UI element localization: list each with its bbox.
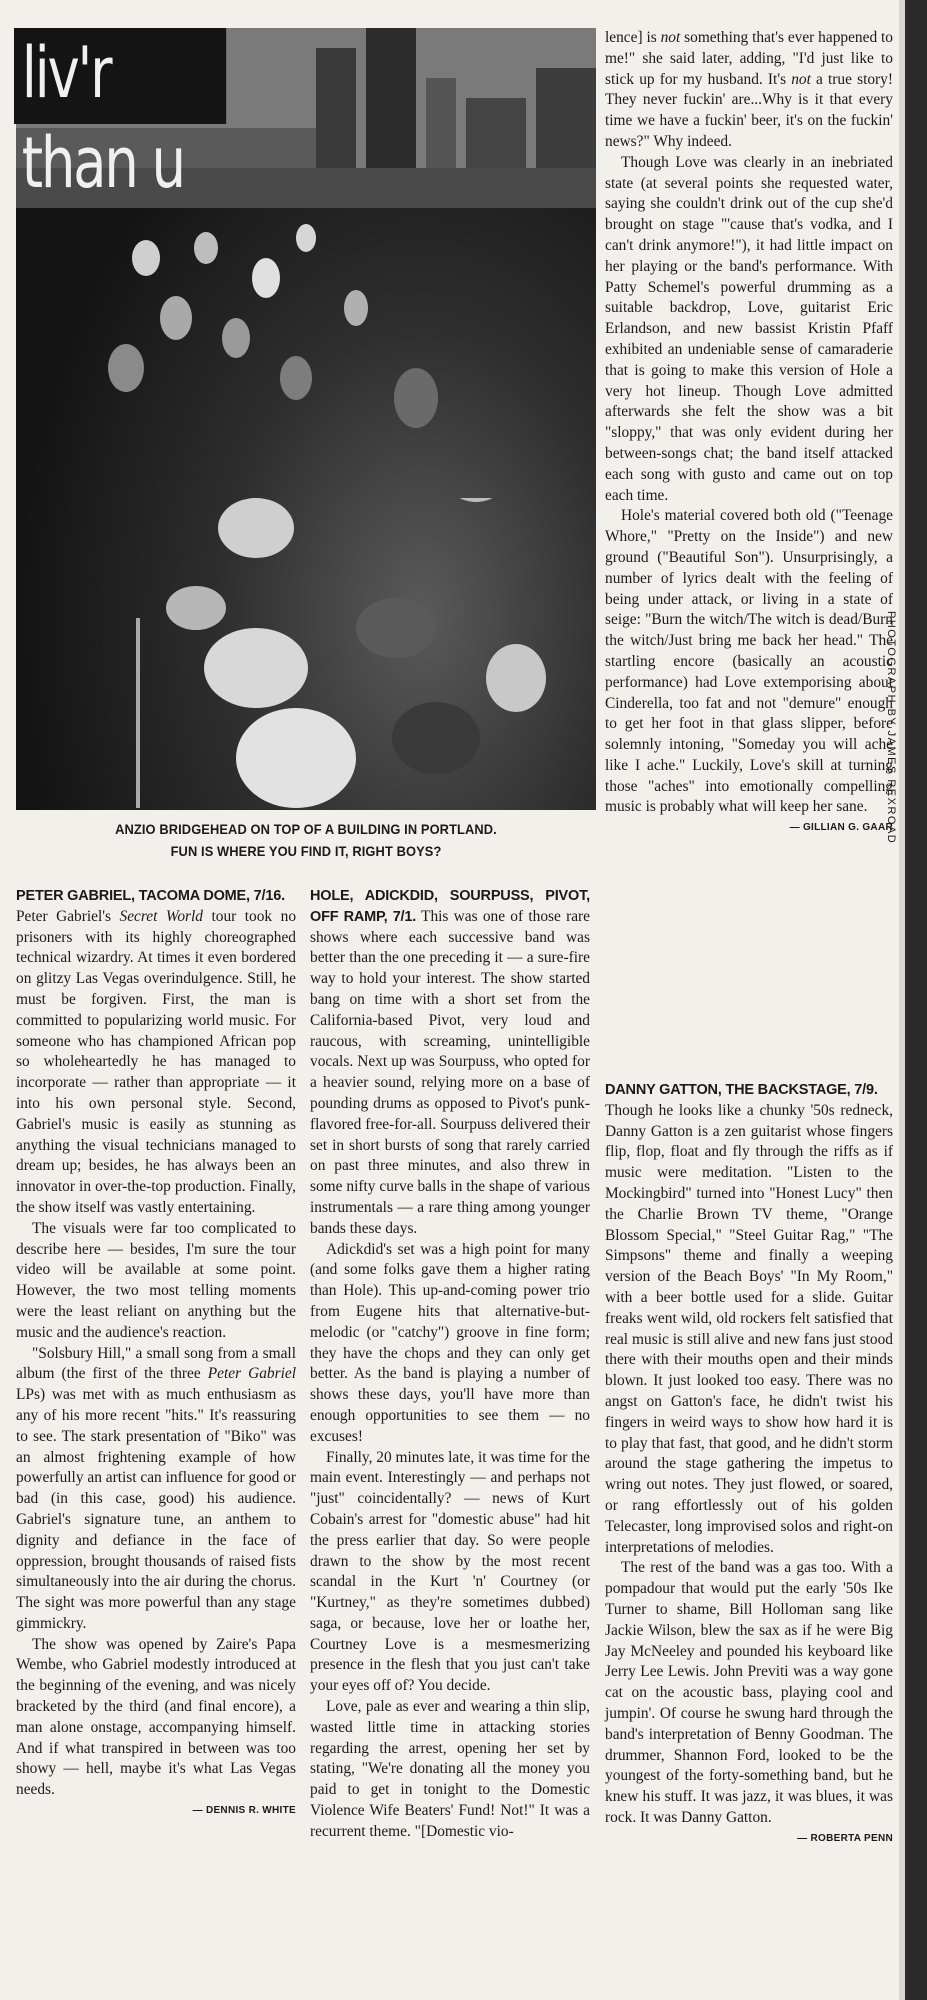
review-paragraph: Love, pale as ever and wearing a thin slip, wasted little time in attacking stories regarding the arrest, opening her set by stating, "We're donating all the money you paid to get in tonight to the Domestic Violence Wife Beaters' Fund! Not!" It was a recurrent theme. "[Domestic vio-	[310, 1698, 590, 1840]
byline: — ROBERTA PENN	[797, 1832, 893, 1844]
byline: — GILLIAN G. GAAR	[789, 822, 893, 834]
page-edge	[905, 0, 927, 2000]
album-title: Secret World	[119, 907, 203, 925]
review-heading: HOLE, ADICKDID, SOURPUSS, PIVOT, OFF RAMP, 7/1.	[310, 888, 590, 925]
text-run: "Solsbury Hill," a small song from a small album (the first of the three	[16, 1344, 296, 1383]
crowd-graphic	[76, 198, 536, 458]
review-paragraph	[16, 886, 296, 1219]
review-heading: PETER GABRIEL, TACOMA DOME, 7/16.	[16, 888, 285, 904]
emphasis: not	[791, 70, 811, 88]
review-paragraph	[310, 886, 590, 1240]
text-run: tour took no prisoners with its highly choreographed technical wizardry. At times it even bordered on glitzy Las Vegas overindulgence. Still, he must be forgiven. First, the man is committed to popularizing world music. For someone who has championed African pop so wholeheartedly he has managed to incorporate — rather than appropriate — it into his own personal style. Second, Gabriel's music is easily as stunning as anything the visual technicians managed to dream up; besides, he has always been an innovator in over-the-top production. Finally, the show itself was vastly entertaining.	[16, 907, 297, 1216]
review-paragraph: The show was opened by Zaire's Papa Wembe, who Gabriel modestly introduced at the beginning of the evening, and was nicely bracketed by the third (and final encore), a man alone onstage, accompanying himself. And if what transpired in between was too showy — hell, maybe it's what Las Vegas needs.	[16, 1635, 296, 1799]
text-run: something that's ever happened to me!" she said later, adding, "I'd just like to stick up for my husband. It's	[605, 29, 893, 88]
review-paragraph	[605, 1080, 893, 1558]
drum-kit-graphic	[136, 498, 596, 808]
text-run: lence] is	[605, 29, 661, 46]
review-paragraph: Adickdid's set was a high point for many (and some folks gave them a higher rating than Hole). This up-and-coming power trio from Eugene hits that alternative-but-melodic (or "catchy") groove in fine form; they have the chops and they can only get better. As the band is playing a number of shows these days, you'll have more than enough opportunities to see them — no excuses!	[310, 1240, 590, 1445]
caption-line-1: ANZIO BRIDGEHEAD ON TOP OF A BUILDING IN PORTLAND.	[115, 821, 497, 837]
text-run: Peter Gabriel's	[16, 907, 120, 925]
review-heading: DANNY GATTON, THE BACKSTAGE, 7/9.	[605, 1082, 878, 1098]
review-paragraph: Finally, 20 minutes late, it was time for the main event. Interestingly — and perhaps not "just" coincidentally? — news of Kurt Cobain's arrest for "domestic abuse" had hit the press earlier that day. So were people drawn to the show by the most recent scandal in the Kurt 'n' Courtney (or "Kurtney," as they're sometimes dubbed) saga, or because, love her or loathe her, Courtney Love is a mesmesmerizing presence in the flesh that you just can't take your eyes off of? You decide.	[310, 1448, 591, 1695]
caption-line-2: FUN IS WHERE YOU FIND IT, RIGHT BOYS?	[170, 843, 442, 859]
text-run: This was one of those rare shows where each successive band was better than the one preceding it — a sure-fire way to hold your interest. The show started bang on time with a short set from the California-based Pivot, very loud and raucous, with screaming, unintelligible vocals. Next up was Sourpuss, who opted for a heavier sound, relying more on a base of pounding drums as opposed to Pivot's punk-flavored free-for-all. Sourpuss delivered their set in short bursts of song that rarely carried on past three minutes, and also threw in some nifty curve balls in the shape of various instrumentals — a rare thing among younger bands these days.	[310, 907, 590, 1237]
emphasis: not	[660, 29, 681, 46]
review-peter-gabriel	[16, 886, 296, 1822]
review-paragraph: The rest of the band was a gas too. With a pompadour that would put the early '50s Ike Turner to shame, Bill Holloman sang like Jackie Wilson, blew the sax as if he were Big Jay McNeeley and pounded his keyboard like Jerry Lee Lewis. John Previti was a way gone cat on the acoustic bass, playing cool and jumpin'. Of course he swung hard through the band's interpretation of Benny Goodman. The drummer, Shannon Ford, looked to be the youngest of the forty-something band, but he knew his stuff. It was jazz, it was blues, it was rock. It was Danny Gatton.	[605, 1559, 893, 1826]
text-run: Though he looks like a chunky '50s redneck, Danny Gatton is a zen guitarist whose fingers flip, flop, float and fly through the riffs as if music were meditation. "Listen to the Mockingbird" turned into "Honest Lucy" then the Charlie Brown TV theme, "Orange Blossom Special," "Steel Guitar Rag," "The Simpsons" theme and finally a weeping version of the Beach Boys' "In My Room," with a beer bottle used for a slide. Guitar freaks went wild, old rockers felt satisfied that real music is still alive and new fans just stood there with their mouths open and their minds blown. It just looked too easy. There was no angst on Gatton's face, he didn't twist his fingers in weird ways to show how hard it is to play that fast, that good, and he didn't storm around the stage gathering the impetus to wring out notes. They just flowed, or soared, or rang effortlessly out of his golden Telecaster, long improvised solos and right-on interpretations of melodies.	[605, 1101, 893, 1556]
page-title: liv'r than u	[14, 28, 226, 124]
review-danny-gatton	[605, 1080, 893, 1849]
review-paragraph: Though Love was clearly in an inebriated state (at several points she requested water, saying she couldn't drink out of the cup she'd brought on stage "'cause that's vodka, and I can't drink anymore!"), it had little impact on her playing or the band's performance. With Patty Schemel's powerful drumming as a suitable backdrop, Love, guitarist Eric Erlandson, and new bassist Kristin Pfaff exhibited an undeniable sense of camaraderie that is going to make this version of Hole a very hot lineup. Though Love admitted afterwards she felt the show was a bit "sloppy," that was only evident during her between-songs chat; the band itself attacked each song with gusto and came out on top each time.	[605, 153, 893, 504]
text-run: LPs) was met with as much enthusiasm as any of his more recent "hits." It's reassuring to see. The stark presentation of "Biko" was an almost frightening example of how powerfully an artist can influence for good or bad (in this case, good) his audience. Gabriel's signature tune, an anthem to dignity and defiance in the face of oppression, brought thousands of raised fists simultaneously into the air during the chorus. The sight was more powerful than any stage gimmickry.	[16, 1386, 296, 1632]
photo-credit: PHOTOGRAPH BY JAMES REXROAD	[885, 611, 897, 845]
review-paragraph: Hole's material covered both old ("Teenage Whore," "Pretty on the Inside") and new ground ("Beautiful Son"). Unsurprisingly, a number of lyrics dealt with the feeling of being under attack, or living in a state of seige: "Burn the witch/The witch is dead/Burn the witch/Just bring me back her head." The startling encore (basically an acoustic performance) had Love extemporising about Cinderella, too fat and not "demure" enough to get her foot in that glass slipper, before solemnly intoning, "Someday you will ache like I ache." Luckily, Love's skill at turning those "aches" into emotionally compelling music is probably what will keep her sane.	[605, 507, 893, 816]
review-hole-part2	[605, 28, 893, 839]
text-run: a true story! They never fuckin' are...Why is it that every time we have a fuckin' beer, it's on the fuckin' news?" Why indeed.	[605, 70, 893, 150]
review-hole-part1	[310, 886, 590, 1843]
photo-caption	[39, 818, 573, 862]
review-paragraph	[605, 28, 893, 153]
byline: — DENNIS R. WHITE	[192, 1805, 296, 1817]
album-title: Peter Gabriel	[207, 1365, 297, 1383]
review-paragraph: The visuals were far too complicated to describe here — besides, I'm sure the tour video will be available at some point. However, the two most telling moments were the least reliant on anything but the music and the audience's reaction.	[16, 1219, 296, 1341]
review-paragraph	[16, 1344, 296, 1635]
